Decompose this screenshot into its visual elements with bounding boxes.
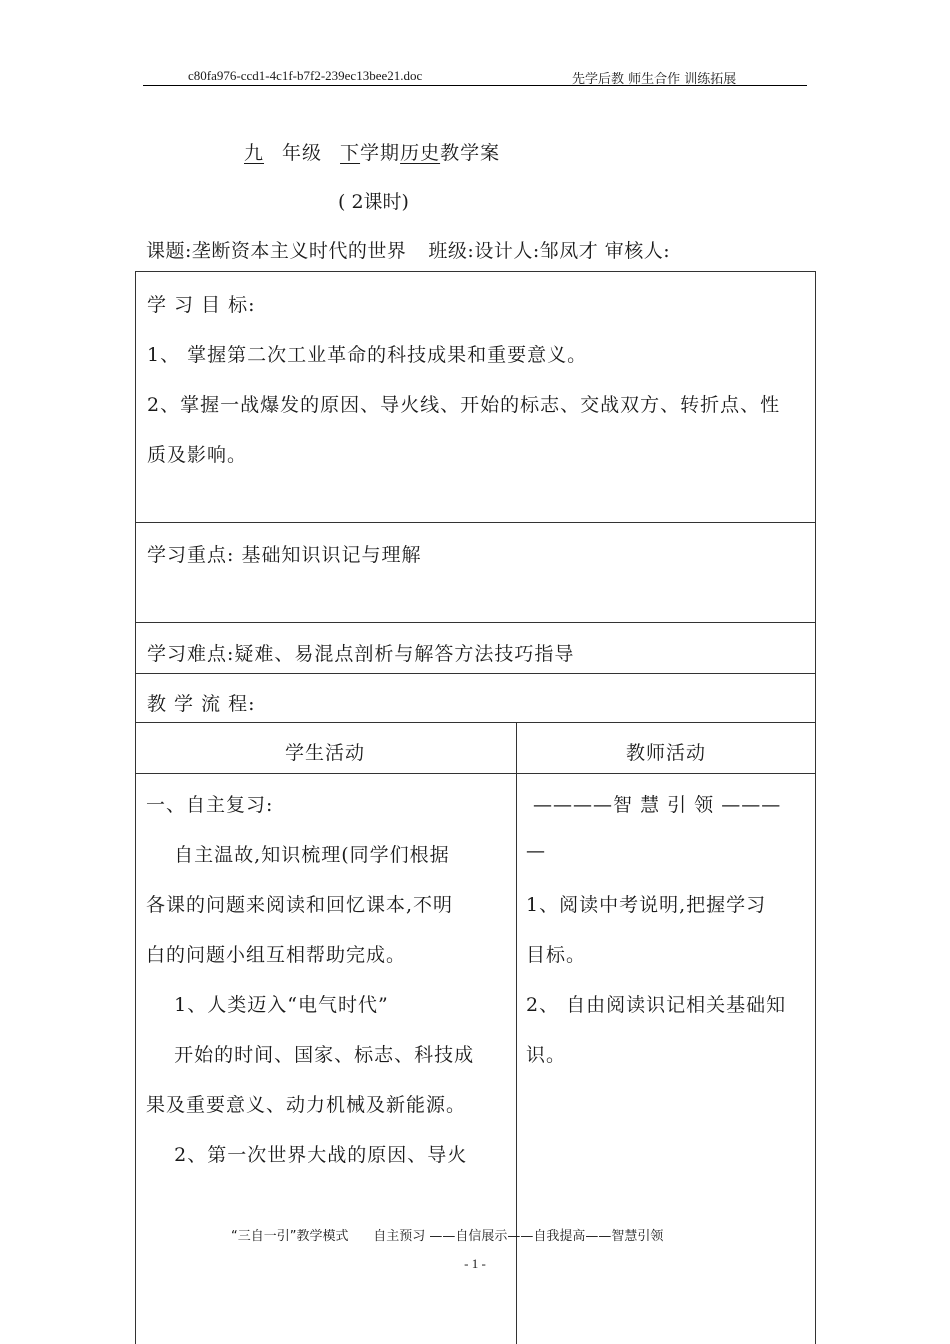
- footer-motto: “三自一引”教学模式 自主预习 ——自信展示——自我提高——智慧引领: [231, 1229, 664, 1244]
- student-line: 白的问题小组互相帮助完成。: [146, 944, 407, 966]
- objectives-heading: 学 习 目 标:: [147, 294, 256, 316]
- row-divider: [136, 673, 815, 674]
- difficult-points: 学习难点:疑难、易混点剖析与解答方法技巧指导: [147, 643, 575, 665]
- document-title: [244, 138, 500, 165]
- key-points: 学习重点: 基础知识识记与理解: [147, 544, 422, 566]
- row-divider: [136, 522, 815, 523]
- objective-item-2-line-1: 2、掌握一战爆发的原因、导火线、开始的标志、交战双方、转折点、性: [147, 394, 781, 416]
- process-heading: 教 学 流 程:: [147, 693, 256, 715]
- student-line: 一、自主复习:: [146, 794, 274, 816]
- course-info-line: [146, 236, 670, 263]
- teacher-line: 目标。: [526, 944, 587, 966]
- title-suffix: 教学案: [440, 142, 501, 164]
- header-filename: c80fa976-ccd1-4c1f-b7f2-239ec13bee21.doc: [188, 68, 423, 83]
- title-grade-suffix: 年级: [282, 142, 323, 164]
- course-designer: 设计人:邹凤才: [474, 240, 599, 262]
- header-rule: [143, 85, 807, 86]
- column-divider: [516, 722, 517, 1344]
- lesson-plan-table: [135, 271, 816, 722]
- student-activity-header: 学生活动: [285, 742, 366, 764]
- row-divider: [136, 622, 815, 623]
- course-reviewer: 审核人:: [604, 240, 671, 262]
- student-line: 2、第一次世界大战的原因、导火: [146, 1144, 468, 1166]
- page-number: - 1 -: [464, 1256, 486, 1271]
- course-class: 班级:: [428, 240, 475, 262]
- teacher-line: 2、 自由阅读识记相关基础知: [526, 994, 787, 1016]
- periods-label: ( 2课时): [338, 191, 409, 213]
- student-line: 开始的时间、国家、标志、科技成: [146, 1044, 475, 1066]
- header-row-divider: [135, 773, 816, 774]
- student-line: 各课的问题来阅读和回忆课本,不明: [146, 894, 454, 916]
- title-subject: 历史: [400, 142, 441, 164]
- student-line: 1、人类迈入“电气时代”: [146, 994, 389, 1016]
- teacher-line: 识。: [526, 1044, 567, 1066]
- teacher-activity-header: 教师活动: [626, 742, 707, 764]
- teacher-line: ————智 慧 引 领 ———: [526, 794, 782, 816]
- title-term: 下: [340, 142, 361, 164]
- objective-item-2-line-2: 质及影响。: [147, 444, 248, 466]
- student-line: 自主温故,知识梳理(同学们根据: [146, 844, 450, 866]
- title-grade: 九: [244, 142, 265, 164]
- student-line: 果及重要意义、动力机械及新能源。: [146, 1094, 467, 1116]
- header-motto: 先学后教 师生合作 训练拓展: [572, 72, 737, 87]
- teacher-line: —: [526, 840, 546, 862]
- title-term-suffix: 学期: [360, 142, 401, 164]
- teacher-line: 1、阅读中考说明,把握学习: [526, 894, 767, 916]
- course-topic: 课题:垄断资本主义时代的世界: [146, 240, 407, 262]
- objective-item-1: 1、 掌握第二次工业革命的科技成果和重要意义。: [147, 344, 588, 366]
